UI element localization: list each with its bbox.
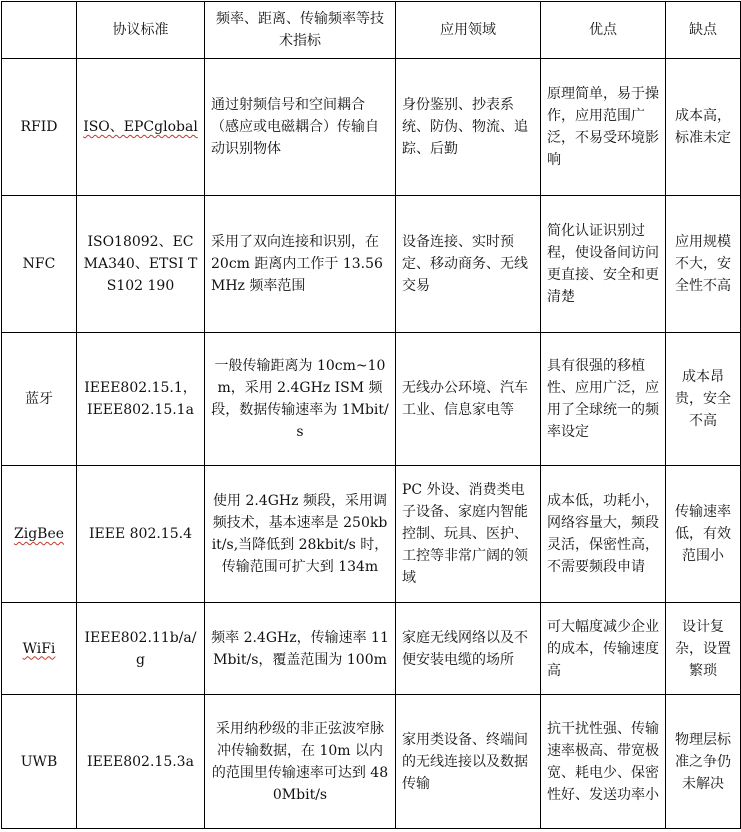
cell-application: PC 外设、消费类电子设备、家庭内智能控制、玩具、医护、工控等非常广阔的领域 [396, 466, 541, 603]
cell-standard: IEEE802.15.1，IEEE802.15.1a [77, 333, 205, 466]
cell-standard: IEEE802.11b/a/g [77, 603, 205, 695]
cell-spec: 采用纳秒级的非正弦波窄脉冲传输数据，在 10m 以内的范围里传输速率可达到 480Mbit/s [205, 695, 396, 829]
cell-name: UWB [2, 695, 77, 829]
cell-name: 蓝牙 [2, 333, 77, 466]
header-standard: 协议标准 [77, 2, 205, 59]
header-row [2, 2, 741, 59]
cell-spec: 一般传输距离为 10cm~10m，采用 2.4GHz ISM 频段，数据传输速率为 1Mbit/s [205, 333, 396, 466]
cell-spec: 采用了双向连接和识别，在 20cm 距离内工作于 13.56MHz 频率范围 [205, 196, 396, 333]
cell-pros: 抗干扰性强、传输速率极高、带宽极宽、耗电少、保密性好、发送功率小 [541, 695, 666, 829]
table-row [2, 466, 741, 603]
cell-application: 无线办公环境、汽车工业、信息家电等 [396, 333, 541, 466]
cell-standard: IEEE802.15.3a [77, 695, 205, 829]
cell-spec: 使用 2.4GHz 频段，采用调频技术，基本速率是 250kbit/s,当降低到 28kbit/s 时，传输范围可扩大到 134m [205, 466, 396, 603]
cell-pros: 成本低，功耗小，网络容量大，频段灵活，保密性高，不需要频段申请 [541, 466, 666, 603]
cell-application: 家庭无线网络以及不便安装电缆的场所 [396, 603, 541, 695]
table-row [2, 59, 741, 196]
cell-name: ZigBee [2, 466, 77, 603]
cell-name: WiFi [2, 603, 77, 695]
cell-spec: 频率 2.4GHz，传输速率 11Mbit/s，覆盖范围为 100m [205, 603, 396, 695]
cell-pros: 原理简单，易于操作，应用范围广泛，不易受环境影响 [541, 59, 666, 196]
cell-cons: 应用规模不大，安全性不高 [666, 196, 741, 333]
cell-standard: ISO、EPCglobal [77, 59, 205, 196]
cell-application: 家用类设备、终端间的无线连接以及数据传输 [396, 695, 541, 829]
cell-cons: 传输速率低，有效范围小 [666, 466, 741, 603]
header-cons: 缺点 [666, 2, 741, 59]
header-application: 应用领域 [396, 2, 541, 59]
cell-cons: 成本高，标准未定 [666, 59, 741, 196]
header-spec: 频率、距离、传输频率等技术指标 [205, 2, 396, 59]
cell-pros: 具有很强的移植性、应用广泛，应用了全球统一的频率设定 [541, 333, 666, 466]
cell-pros: 简化认证识别过程，使设备间访问更直接、安全和更清楚 [541, 196, 666, 333]
cell-cons: 物理层标准之争仍未解决 [666, 695, 741, 829]
cell-cons: 成本昂贵，安全不高 [666, 333, 741, 466]
protocol-comparison-table [1, 1, 741, 829]
cell-pros: 可大幅度减少企业的成本，传输速度高 [541, 603, 666, 695]
cell-name: RFID [2, 59, 77, 196]
cell-application: 设备连接、实时预定、移动商务、无线交易 [396, 196, 541, 333]
cell-spec: 通过射频信号和空间耦合（感应或电磁耦合）传输自动识别物体 [205, 59, 396, 196]
table-row [2, 695, 741, 829]
table-row [2, 196, 741, 333]
cell-cons: 设计复杂，设置繁琐 [666, 603, 741, 695]
cell-application: 身份鉴别、抄表系统、防伪、物流、追踪、后勤 [396, 59, 541, 196]
header-pros: 优点 [541, 2, 666, 59]
table-row [2, 603, 741, 695]
cell-standard: IEEE 802.15.4 [77, 466, 205, 603]
cell-name: NFC [2, 196, 77, 333]
cell-standard: ISO18092、ECMA340、ETSI TS102 190 [77, 196, 205, 333]
header-name [2, 2, 77, 59]
table-row [2, 333, 741, 466]
